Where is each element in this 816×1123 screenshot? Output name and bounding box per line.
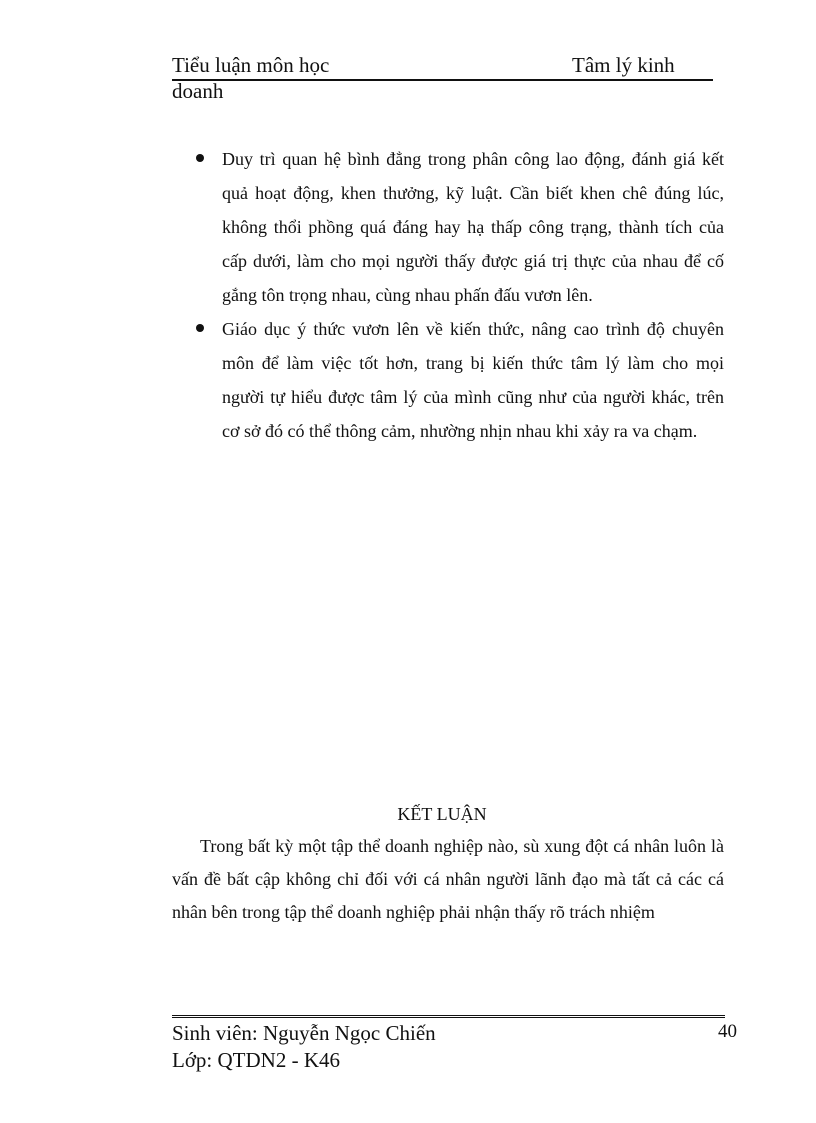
header-course-title: Tiểu luận môn học — [172, 53, 330, 77]
conclusion-heading: KẾT LUẬN — [397, 804, 487, 824]
footer-student-name: Sinh viên: Nguyễn Ngọc Chiến — [172, 1021, 436, 1045]
bullet-icon — [196, 324, 204, 332]
footer-class: Lớp: QTDN2 - K46 — [172, 1048, 340, 1072]
conclusion-paragraph: Trong bất kỳ một tập thể doanh nghiệp nào, sù xung đột cá nhân luôn là vấn đề bất cập không chỉ đối với cá nhân người lãnh đạo mà tất cả các cá nhân bên trong tập thể doanh nghiệp phải nhận thấy rõ trách nhiệm — [172, 836, 724, 922]
list-item-text: Duy trì quan hệ bình đẳng trong phân công lao động, đánh giá kết quả hoạt động, khen thưởng, kỹ luật. Cần biết khen chê đúng lúc, không thổi phồng quá đáng hay hạ thấp công trạng, thành tích của cấp dưới, làm cho mọi người thấy được giá trị thực của nhau để cố gắng tôn trọng nhau, cùng nhau phấn đấu vươn lên. — [222, 149, 724, 305]
bullet-icon — [196, 154, 204, 162]
list-item — [196, 142, 724, 312]
header-subject: Tâm lý kinh — [572, 53, 675, 77]
header-subject-continuation: doanh — [172, 79, 224, 103]
list-item-text: Giáo dục ý thức vươn lên về kiến thức, nâng cao trình độ chuyên môn để làm việc tốt hơn, trang bị kiến thức tâm lý làm cho mọi người tự hiểu được tâm lý của mình cũng như của người khác, trên cơ sở đó có thể thông cảm, nhường nhịn nhau khi xảy ra va chạm. — [222, 319, 724, 441]
header-divider — [172, 79, 713, 81]
page-number: 40 — [718, 1021, 737, 1042]
bullet-list — [196, 142, 724, 448]
footer-divider — [172, 1015, 725, 1018]
list-item — [196, 312, 724, 448]
